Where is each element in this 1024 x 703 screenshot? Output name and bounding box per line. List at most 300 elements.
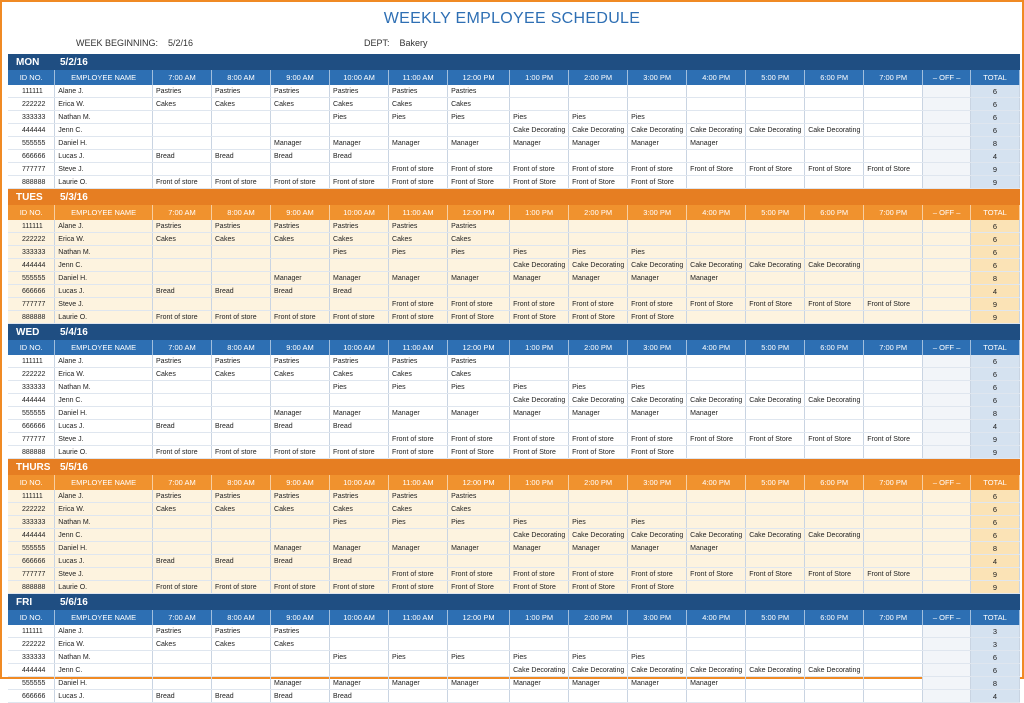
shift-cell[interactable] (389, 638, 448, 651)
shift-cell[interactable] (687, 651, 746, 664)
shift-cell[interactable]: Pastries (271, 490, 330, 503)
shift-cell[interactable] (864, 651, 923, 664)
shift-cell[interactable]: Cake Decorating (687, 394, 746, 407)
employee-name-cell[interactable]: Alane J. (55, 355, 153, 368)
shift-cell[interactable] (510, 285, 569, 298)
shift-cell[interactable] (330, 625, 389, 638)
shift-cell[interactable]: Front of store (389, 433, 448, 446)
employee-id-cell[interactable]: 333333 (8, 516, 55, 529)
shift-cell[interactable] (864, 407, 923, 420)
off-cell[interactable] (923, 176, 971, 189)
shift-cell[interactable] (864, 394, 923, 407)
shift-cell[interactable]: Front of Store (805, 163, 864, 176)
shift-cell[interactable]: Cake Decorating (569, 529, 628, 542)
shift-cell[interactable]: Cake Decorating (746, 394, 805, 407)
shift-cell[interactable]: Front of Store (628, 176, 687, 189)
shift-cell[interactable] (271, 664, 330, 677)
shift-cell[interactable]: Cakes (212, 368, 271, 381)
shift-cell[interactable]: Cake Decorating (569, 124, 628, 137)
shift-cell[interactable]: Pastries (152, 490, 211, 503)
shift-cell[interactable]: Cake Decorating (746, 124, 805, 137)
employee-id-cell[interactable]: 111111 (8, 625, 55, 638)
shift-cell[interactable]: Front of Store (569, 581, 628, 594)
employee-name-cell[interactable]: Laurie O. (55, 446, 153, 459)
shift-cell[interactable] (212, 381, 271, 394)
shift-cell[interactable]: Front of Store (628, 446, 687, 459)
shift-cell[interactable]: Cake Decorating (805, 529, 864, 542)
shift-cell[interactable]: Front of store (330, 311, 389, 324)
employee-id-cell[interactable]: 111111 (8, 355, 55, 368)
off-cell[interactable] (923, 420, 971, 433)
shift-cell[interactable]: Bread (212, 150, 271, 163)
shift-cell[interactable] (152, 137, 211, 150)
shift-cell[interactable]: Cake Decorating (746, 259, 805, 272)
shift-cell[interactable]: Pastries (212, 625, 271, 638)
shift-cell[interactable] (212, 677, 271, 690)
shift-cell[interactable]: Front of Store (448, 581, 510, 594)
shift-cell[interactable]: Bread (212, 555, 271, 568)
shift-cell[interactable] (389, 394, 448, 407)
employee-id-cell[interactable]: 888888 (8, 176, 55, 189)
shift-cell[interactable]: Cake Decorating (687, 664, 746, 677)
shift-cell[interactable]: Cake Decorating (746, 529, 805, 542)
shift-cell[interactable]: Cake Decorating (510, 664, 569, 677)
shift-cell[interactable] (687, 246, 746, 259)
shift-cell[interactable]: Bread (212, 285, 271, 298)
total-hours-cell[interactable]: 4 (971, 285, 1020, 298)
shift-cell[interactable] (805, 368, 864, 381)
employee-name-cell[interactable]: Steve J. (55, 163, 153, 176)
shift-cell[interactable]: Manager (448, 677, 510, 690)
shift-cell[interactable] (569, 555, 628, 568)
shift-cell[interactable]: Pies (330, 246, 389, 259)
shift-cell[interactable]: Pies (628, 516, 687, 529)
shift-cell[interactable]: Pies (510, 651, 569, 664)
shift-cell[interactable] (448, 124, 510, 137)
total-hours-cell[interactable]: 4 (971, 420, 1020, 433)
shift-cell[interactable] (864, 355, 923, 368)
shift-cell[interactable] (152, 381, 211, 394)
employee-id-cell[interactable]: 333333 (8, 246, 55, 259)
shift-cell[interactable]: Pastries (389, 220, 448, 233)
shift-cell[interactable]: Pies (448, 111, 510, 124)
shift-cell[interactable] (687, 581, 746, 594)
shift-cell[interactable] (687, 220, 746, 233)
shift-cell[interactable] (271, 516, 330, 529)
total-hours-cell[interactable]: 8 (971, 407, 1020, 420)
shift-cell[interactable] (569, 150, 628, 163)
shift-cell[interactable] (805, 516, 864, 529)
shift-cell[interactable] (510, 150, 569, 163)
employee-name-cell[interactable]: Erica W. (55, 233, 153, 246)
shift-cell[interactable] (746, 220, 805, 233)
shift-cell[interactable]: Cakes (448, 98, 510, 111)
shift-cell[interactable] (389, 529, 448, 542)
shift-cell[interactable] (805, 176, 864, 189)
shift-cell[interactable] (746, 150, 805, 163)
shift-cell[interactable]: Manager (448, 272, 510, 285)
shift-cell[interactable]: Front of Store (864, 568, 923, 581)
shift-cell[interactable] (746, 638, 805, 651)
shift-cell[interactable] (448, 555, 510, 568)
shift-cell[interactable] (152, 516, 211, 529)
employee-id-cell[interactable]: 777777 (8, 163, 55, 176)
shift-cell[interactable] (152, 163, 211, 176)
shift-cell[interactable] (212, 259, 271, 272)
off-cell[interactable] (923, 407, 971, 420)
shift-cell[interactable] (389, 420, 448, 433)
shift-cell[interactable]: Front of store (628, 163, 687, 176)
shift-cell[interactable]: Front of store (569, 433, 628, 446)
shift-cell[interactable]: Cakes (330, 233, 389, 246)
shift-cell[interactable] (628, 85, 687, 98)
employee-id-cell[interactable]: 666666 (8, 420, 55, 433)
employee-id-cell[interactable]: 777777 (8, 298, 55, 311)
shift-cell[interactable]: Front of store (510, 163, 569, 176)
shift-cell[interactable]: Pies (628, 246, 687, 259)
shift-cell[interactable] (687, 503, 746, 516)
shift-cell[interactable]: Pies (330, 381, 389, 394)
shift-cell[interactable] (271, 298, 330, 311)
shift-cell[interactable]: Front of Store (805, 568, 864, 581)
shift-cell[interactable]: Manager (569, 137, 628, 150)
shift-cell[interactable] (448, 150, 510, 163)
total-hours-cell[interactable]: 6 (971, 664, 1020, 677)
shift-cell[interactable] (746, 272, 805, 285)
shift-cell[interactable]: Manager (271, 137, 330, 150)
shift-cell[interactable] (389, 664, 448, 677)
shift-cell[interactable]: Pastries (212, 355, 271, 368)
shift-cell[interactable]: Bread (152, 285, 211, 298)
shift-cell[interactable]: Manager (569, 272, 628, 285)
shift-cell[interactable]: Pies (569, 246, 628, 259)
shift-cell[interactable]: Cake Decorating (628, 259, 687, 272)
employee-id-cell[interactable]: 444444 (8, 529, 55, 542)
shift-cell[interactable] (805, 137, 864, 150)
shift-cell[interactable]: Manager (510, 407, 569, 420)
shift-cell[interactable]: Manager (687, 407, 746, 420)
employee-id-cell[interactable]: 333333 (8, 381, 55, 394)
shift-cell[interactable] (510, 638, 569, 651)
shift-cell[interactable] (805, 638, 864, 651)
shift-cell[interactable] (864, 124, 923, 137)
employee-name-cell[interactable]: Daniel H. (55, 542, 153, 555)
shift-cell[interactable]: Front of store (448, 568, 510, 581)
employee-name-cell[interactable]: Erica W. (55, 98, 153, 111)
shift-cell[interactable]: Manager (448, 407, 510, 420)
total-hours-cell[interactable]: 3 (971, 638, 1020, 651)
total-hours-cell[interactable]: 6 (971, 355, 1020, 368)
shift-cell[interactable] (864, 272, 923, 285)
shift-cell[interactable]: Pies (448, 246, 510, 259)
shift-cell[interactable]: Front of Store (569, 176, 628, 189)
total-hours-cell[interactable]: 8 (971, 272, 1020, 285)
shift-cell[interactable]: Cake Decorating (746, 664, 805, 677)
off-cell[interactable] (923, 651, 971, 664)
shift-cell[interactable]: Front of store (152, 176, 211, 189)
shift-cell[interactable] (569, 285, 628, 298)
total-hours-cell[interactable]: 8 (971, 542, 1020, 555)
off-cell[interactable] (923, 568, 971, 581)
total-hours-cell[interactable]: 6 (971, 394, 1020, 407)
off-cell[interactable] (923, 98, 971, 111)
shift-cell[interactable]: Manager (389, 272, 448, 285)
shift-cell[interactable] (212, 111, 271, 124)
shift-cell[interactable] (510, 490, 569, 503)
shift-cell[interactable] (746, 137, 805, 150)
total-hours-cell[interactable]: 6 (971, 381, 1020, 394)
shift-cell[interactable] (212, 651, 271, 664)
employee-id-cell[interactable]: 111111 (8, 220, 55, 233)
shift-cell[interactable] (628, 555, 687, 568)
shift-cell[interactable] (746, 625, 805, 638)
shift-cell[interactable] (212, 542, 271, 555)
shift-cell[interactable]: Cakes (271, 368, 330, 381)
shift-cell[interactable] (805, 490, 864, 503)
shift-cell[interactable] (569, 85, 628, 98)
off-cell[interactable] (923, 85, 971, 98)
shift-cell[interactable] (687, 638, 746, 651)
shift-cell[interactable]: Front of Store (687, 568, 746, 581)
shift-cell[interactable] (628, 625, 687, 638)
employee-name-cell[interactable]: Jenn C. (55, 664, 153, 677)
shift-cell[interactable]: Pastries (448, 355, 510, 368)
shift-cell[interactable]: Front of Store (448, 311, 510, 324)
shift-cell[interactable] (212, 163, 271, 176)
shift-cell[interactable]: Bread (271, 690, 330, 703)
shift-cell[interactable] (569, 490, 628, 503)
shift-cell[interactable]: Cakes (389, 98, 448, 111)
shift-cell[interactable] (687, 420, 746, 433)
shift-cell[interactable]: Front of Store (448, 446, 510, 459)
shift-cell[interactable]: Pies (510, 111, 569, 124)
shift-cell[interactable]: Manager (569, 677, 628, 690)
shift-cell[interactable] (864, 490, 923, 503)
shift-cell[interactable] (805, 503, 864, 516)
employee-name-cell[interactable]: Lucas J. (55, 555, 153, 568)
shift-cell[interactable]: Front of store (212, 176, 271, 189)
shift-cell[interactable] (687, 446, 746, 459)
shift-cell[interactable]: Pies (389, 516, 448, 529)
employee-name-cell[interactable]: Daniel H. (55, 677, 153, 690)
total-hours-cell[interactable]: 6 (971, 516, 1020, 529)
shift-cell[interactable]: Cake Decorating (687, 124, 746, 137)
shift-cell[interactable] (212, 664, 271, 677)
shift-cell[interactable]: Pastries (330, 355, 389, 368)
off-cell[interactable] (923, 124, 971, 137)
off-cell[interactable] (923, 516, 971, 529)
shift-cell[interactable] (746, 111, 805, 124)
shift-cell[interactable] (212, 246, 271, 259)
shift-cell[interactable]: Bread (152, 150, 211, 163)
shift-cell[interactable]: Cake Decorating (569, 664, 628, 677)
shift-cell[interactable]: Pies (510, 516, 569, 529)
shift-cell[interactable]: Pastries (330, 85, 389, 98)
shift-cell[interactable] (152, 259, 211, 272)
shift-cell[interactable]: Front of store (271, 446, 330, 459)
shift-cell[interactable] (864, 259, 923, 272)
shift-cell[interactable] (330, 298, 389, 311)
shift-cell[interactable] (510, 503, 569, 516)
shift-cell[interactable]: Front of Store (687, 433, 746, 446)
shift-cell[interactable]: Bread (330, 555, 389, 568)
shift-cell[interactable] (569, 98, 628, 111)
shift-cell[interactable]: Manager (389, 677, 448, 690)
employee-name-cell[interactable]: Jenn C. (55, 529, 153, 542)
employee-id-cell[interactable]: 888888 (8, 311, 55, 324)
shift-cell[interactable]: Front of store (389, 568, 448, 581)
shift-cell[interactable] (628, 368, 687, 381)
shift-cell[interactable]: Cakes (330, 503, 389, 516)
employee-name-cell[interactable]: Jenn C. (55, 394, 153, 407)
shift-cell[interactable]: Cakes (212, 638, 271, 651)
shift-cell[interactable]: Manager (569, 542, 628, 555)
shift-cell[interactable] (510, 98, 569, 111)
shift-cell[interactable]: Bread (330, 285, 389, 298)
shift-cell[interactable] (628, 285, 687, 298)
total-hours-cell[interactable]: 4 (971, 690, 1020, 703)
employee-name-cell[interactable]: Alane J. (55, 625, 153, 638)
shift-cell[interactable]: Pies (389, 651, 448, 664)
shift-cell[interactable]: Front of Store (746, 433, 805, 446)
shift-cell[interactable]: Cake Decorating (569, 394, 628, 407)
employee-id-cell[interactable]: 444444 (8, 259, 55, 272)
shift-cell[interactable] (864, 516, 923, 529)
shift-cell[interactable] (864, 420, 923, 433)
employee-id-cell[interactable]: 888888 (8, 581, 55, 594)
shift-cell[interactable]: Front of store (330, 176, 389, 189)
shift-cell[interactable]: Bread (271, 150, 330, 163)
shift-cell[interactable]: Front of store (510, 298, 569, 311)
shift-cell[interactable] (152, 529, 211, 542)
shift-cell[interactable]: Pastries (271, 220, 330, 233)
shift-cell[interactable] (687, 625, 746, 638)
shift-cell[interactable] (864, 220, 923, 233)
employee-name-cell[interactable]: Erica W. (55, 503, 153, 516)
employee-name-cell[interactable]: Jenn C. (55, 124, 153, 137)
shift-cell[interactable] (448, 690, 510, 703)
shift-cell[interactable] (746, 98, 805, 111)
employee-id-cell[interactable]: 666666 (8, 690, 55, 703)
shift-cell[interactable] (152, 246, 211, 259)
employee-name-cell[interactable]: Nathan M. (55, 516, 153, 529)
shift-cell[interactable] (864, 233, 923, 246)
shift-cell[interactable]: Manager (569, 407, 628, 420)
department-value[interactable]: Bakery (399, 38, 428, 48)
shift-cell[interactable]: Manager (510, 272, 569, 285)
shift-cell[interactable] (448, 420, 510, 433)
shift-cell[interactable] (864, 285, 923, 298)
shift-cell[interactable]: Cake Decorating (510, 394, 569, 407)
shift-cell[interactable] (510, 690, 569, 703)
shift-cell[interactable] (152, 677, 211, 690)
week-beginning-value[interactable]: 5/2/16 (168, 38, 194, 48)
shift-cell[interactable]: Front of store (152, 446, 211, 459)
employee-name-cell[interactable]: Steve J. (55, 298, 153, 311)
shift-cell[interactable]: Front of store (212, 581, 271, 594)
total-hours-cell[interactable]: 6 (971, 98, 1020, 111)
employee-name-cell[interactable]: Daniel H. (55, 407, 153, 420)
shift-cell[interactable] (628, 503, 687, 516)
shift-cell[interactable] (687, 516, 746, 529)
total-hours-cell[interactable]: 6 (971, 490, 1020, 503)
off-cell[interactable] (923, 150, 971, 163)
shift-cell[interactable] (687, 490, 746, 503)
shift-cell[interactable]: Bread (212, 420, 271, 433)
total-hours-cell[interactable]: 9 (971, 446, 1020, 459)
shift-cell[interactable] (805, 407, 864, 420)
shift-cell[interactable]: Manager (687, 542, 746, 555)
shift-cell[interactable] (805, 625, 864, 638)
shift-cell[interactable] (212, 407, 271, 420)
shift-cell[interactable]: Cake Decorating (510, 124, 569, 137)
shift-cell[interactable]: Cakes (152, 98, 211, 111)
off-cell[interactable] (923, 272, 971, 285)
shift-cell[interactable] (510, 220, 569, 233)
shift-cell[interactable]: Pies (448, 381, 510, 394)
total-hours-cell[interactable]: 9 (971, 311, 1020, 324)
shift-cell[interactable]: Bread (152, 690, 211, 703)
off-cell[interactable] (923, 233, 971, 246)
shift-cell[interactable]: Pastries (330, 490, 389, 503)
shift-cell[interactable] (569, 625, 628, 638)
shift-cell[interactable] (330, 568, 389, 581)
shift-cell[interactable]: Front of store (389, 176, 448, 189)
shift-cell[interactable] (569, 420, 628, 433)
shift-cell[interactable] (864, 542, 923, 555)
shift-cell[interactable] (389, 150, 448, 163)
shift-cell[interactable] (330, 529, 389, 542)
shift-cell[interactable]: Cakes (152, 368, 211, 381)
off-cell[interactable] (923, 394, 971, 407)
shift-cell[interactable] (271, 381, 330, 394)
shift-cell[interactable] (330, 433, 389, 446)
shift-cell[interactable]: Cakes (152, 503, 211, 516)
employee-name-cell[interactable]: Alane J. (55, 490, 153, 503)
off-cell[interactable] (923, 555, 971, 568)
shift-cell[interactable]: Bread (271, 555, 330, 568)
employee-name-cell[interactable]: Alane J. (55, 85, 153, 98)
shift-cell[interactable]: Cakes (330, 98, 389, 111)
shift-cell[interactable]: Manager (330, 677, 389, 690)
shift-cell[interactable] (864, 503, 923, 516)
employee-name-cell[interactable]: Daniel H. (55, 272, 153, 285)
shift-cell[interactable] (330, 259, 389, 272)
shift-cell[interactable] (864, 638, 923, 651)
off-cell[interactable] (923, 355, 971, 368)
shift-cell[interactable] (448, 625, 510, 638)
shift-cell[interactable]: Manager (271, 542, 330, 555)
employee-id-cell[interactable]: 222222 (8, 368, 55, 381)
shift-cell[interactable]: Cake Decorating (569, 259, 628, 272)
employee-id-cell[interactable]: 111111 (8, 85, 55, 98)
shift-cell[interactable]: Cakes (271, 98, 330, 111)
shift-cell[interactable]: Cakes (330, 368, 389, 381)
shift-cell[interactable] (864, 311, 923, 324)
total-hours-cell[interactable]: 9 (971, 568, 1020, 581)
shift-cell[interactable]: Front of store (569, 568, 628, 581)
shift-cell[interactable]: Pastries (448, 220, 510, 233)
shift-cell[interactable] (805, 651, 864, 664)
shift-cell[interactable] (864, 555, 923, 568)
shift-cell[interactable] (746, 311, 805, 324)
employee-name-cell[interactable]: Erica W. (55, 368, 153, 381)
shift-cell[interactable] (864, 381, 923, 394)
shift-cell[interactable] (389, 690, 448, 703)
off-cell[interactable] (923, 664, 971, 677)
employee-name-cell[interactable]: Nathan M. (55, 246, 153, 259)
employee-name-cell[interactable]: Laurie O. (55, 311, 153, 324)
